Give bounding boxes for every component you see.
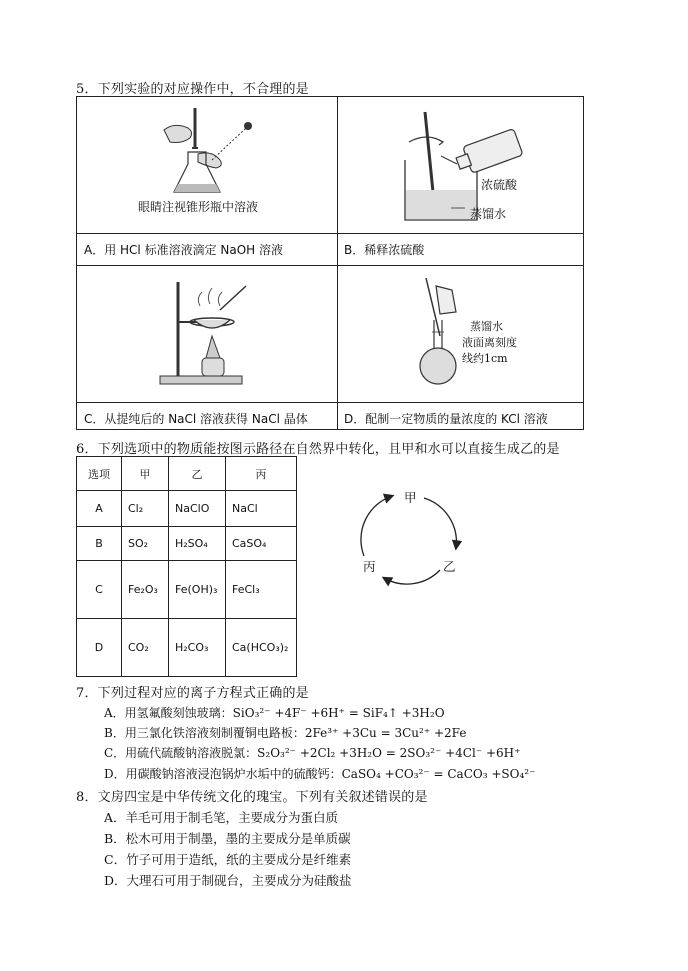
column-header: 乙 bbox=[169, 457, 226, 491]
titration-image-label: 眼睛注视锥形瓶中溶液 bbox=[138, 200, 259, 214]
cycle-node-jia: 甲 bbox=[404, 490, 417, 505]
table-row bbox=[77, 561, 297, 619]
q8-option-d: D．大理石可用于制砚台，主要成分为硅酸盐 bbox=[104, 873, 352, 888]
q8-option-c: C．竹子可用于造纸，纸的主要成分是纤维素 bbox=[104, 852, 352, 867]
column-header: 丙 bbox=[226, 457, 297, 491]
q5-title: 5．下列实验的对应操作中，不合理的是 bbox=[76, 82, 309, 97]
table-cell: FeCl₃ bbox=[226, 561, 297, 619]
q8-title: 8．文房四宝是中华传统文化的瑰宝。下列有关叙述错误的是 bbox=[76, 790, 428, 805]
q5-divider bbox=[76, 233, 584, 234]
table-cell: Cl₂ bbox=[122, 491, 169, 527]
volumetric-flask-illustration bbox=[412, 276, 474, 390]
q5-option-a: A．用 HCl 标准溶液滴定 NaOH 溶液 bbox=[84, 243, 284, 257]
distilled-water-label-d: 蒸馏水 bbox=[470, 320, 503, 333]
cycle-node-bing: 丙 bbox=[363, 559, 376, 574]
column-header: 选项 bbox=[77, 457, 122, 491]
q5-divider-vertical bbox=[337, 96, 338, 430]
dilution-illustration bbox=[395, 108, 530, 226]
q5-option-c: C．从提纯后的 NaCl 溶液获得 NaCl 晶体 bbox=[84, 412, 308, 426]
table-header-row bbox=[77, 457, 297, 491]
q8-option-b: B．松木可用于制墨，墨的主要成分是单质碳 bbox=[104, 831, 351, 846]
titration-illustration bbox=[150, 108, 260, 200]
one-cm-label: 线约1cm bbox=[462, 352, 508, 365]
concentrated-acid-label: 浓硫酸 bbox=[481, 178, 518, 192]
evaporation-illustration bbox=[150, 276, 250, 388]
q6-title: 6．下列选项中的物质能按图示路径在自然界中转化，且甲和水可以直接生成乙的是 bbox=[76, 442, 560, 457]
table-row bbox=[77, 491, 297, 527]
q5-option-b: B．稀释浓硫酸 bbox=[344, 243, 425, 257]
table-cell: Fe₂O₃ bbox=[122, 561, 169, 619]
liquid-level-label: 液面离刻度 bbox=[462, 336, 517, 349]
column-header: 甲 bbox=[122, 457, 169, 491]
table-cell: SO₂ bbox=[122, 527, 169, 561]
table-cell: H₂CO₃ bbox=[169, 619, 226, 677]
q6-table bbox=[76, 456, 297, 677]
q7-option-c: C．用硫代硫酸钠溶液脱氯：S₂O₃²⁻ +2Cl₂ +3H₂O = 2SO₃²⁻ +4Cl⁻ +6H⁺ bbox=[104, 746, 521, 760]
q7-title: 7．下列过程对应的离子方程式正确的是 bbox=[76, 686, 309, 701]
distilled-water-label: 蒸馏水 bbox=[470, 207, 507, 221]
table-cell: CO₂ bbox=[122, 619, 169, 677]
table-cell: B bbox=[77, 527, 122, 561]
table-cell: NaClO bbox=[169, 491, 226, 527]
table-cell: H₂SO₄ bbox=[169, 527, 226, 561]
table-cell: C bbox=[77, 561, 122, 619]
table-cell: CaSO₄ bbox=[226, 527, 297, 561]
q5-divider bbox=[76, 402, 584, 403]
cycle-node-yi: 乙 bbox=[443, 559, 456, 574]
table-cell: Fe(OH)₃ bbox=[169, 561, 226, 619]
table-cell: D bbox=[77, 619, 122, 677]
table-cell: A bbox=[77, 491, 122, 527]
q5-divider bbox=[76, 265, 584, 266]
q7-option-d: D．用碳酸钠溶液浸泡锅炉水垢中的硫酸钙：CaSO₄ +CO₃²⁻ = CaCO₃ +SO₄²⁻ bbox=[104, 767, 536, 781]
table-row bbox=[77, 527, 297, 561]
table-cell: NaCl bbox=[226, 491, 297, 527]
table-row bbox=[77, 619, 297, 677]
q7-option-a: A．用氢氟酸刻蚀玻璃：SiO₃²⁻ +4F⁻ +6H⁺ = SiF₄↑ +3H₂O bbox=[104, 706, 445, 720]
q7-option-b: B．用三氯化铁溶液刻制覆铜电路板：2Fe³⁺ +3Cu = 3Cu²⁺ +2Fe bbox=[104, 726, 467, 740]
q8-option-a: A．羊毛可用于制毛笔，主要成分为蛋白质 bbox=[104, 810, 339, 825]
q5-option-d: D．配制一定物质的量浓度的 KCl 溶液 bbox=[344, 412, 548, 426]
table-cell: Ca(HCO₃)₂ bbox=[226, 619, 297, 677]
